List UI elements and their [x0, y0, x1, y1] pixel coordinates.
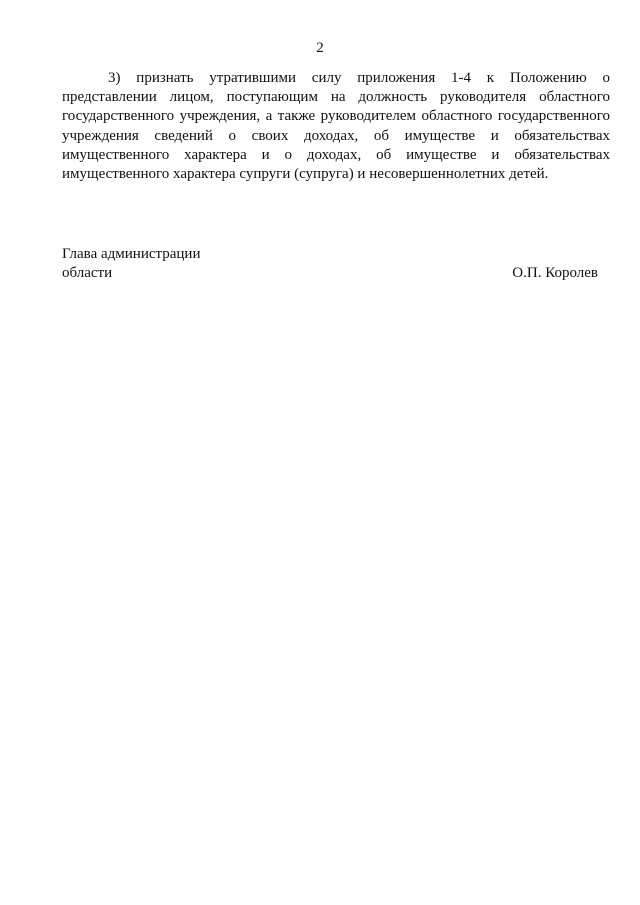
signature-block [62, 245, 598, 283]
signature-row [62, 264, 598, 283]
body-paragraph: 3) признать утратившими силу приложения 1-4 к Положению о представлении лицом, поступающим на должность руководителя областного государственного учреждения, а также руководителем областного государственного учреждения сведений о своих доходах, об имуществе и обязательствах имущественного характера и о доходах, об имуществе и обязательствах имущественного характера супруги (супруга) и несовершеннолетних детей. [62, 70, 610, 183]
signatory-name: О.П. Королев [512, 265, 598, 281]
signatory-title-line2: области [62, 265, 113, 281]
signatory-title-line1: Глава администрации [62, 246, 201, 262]
page-number: 2 [316, 40, 324, 56]
